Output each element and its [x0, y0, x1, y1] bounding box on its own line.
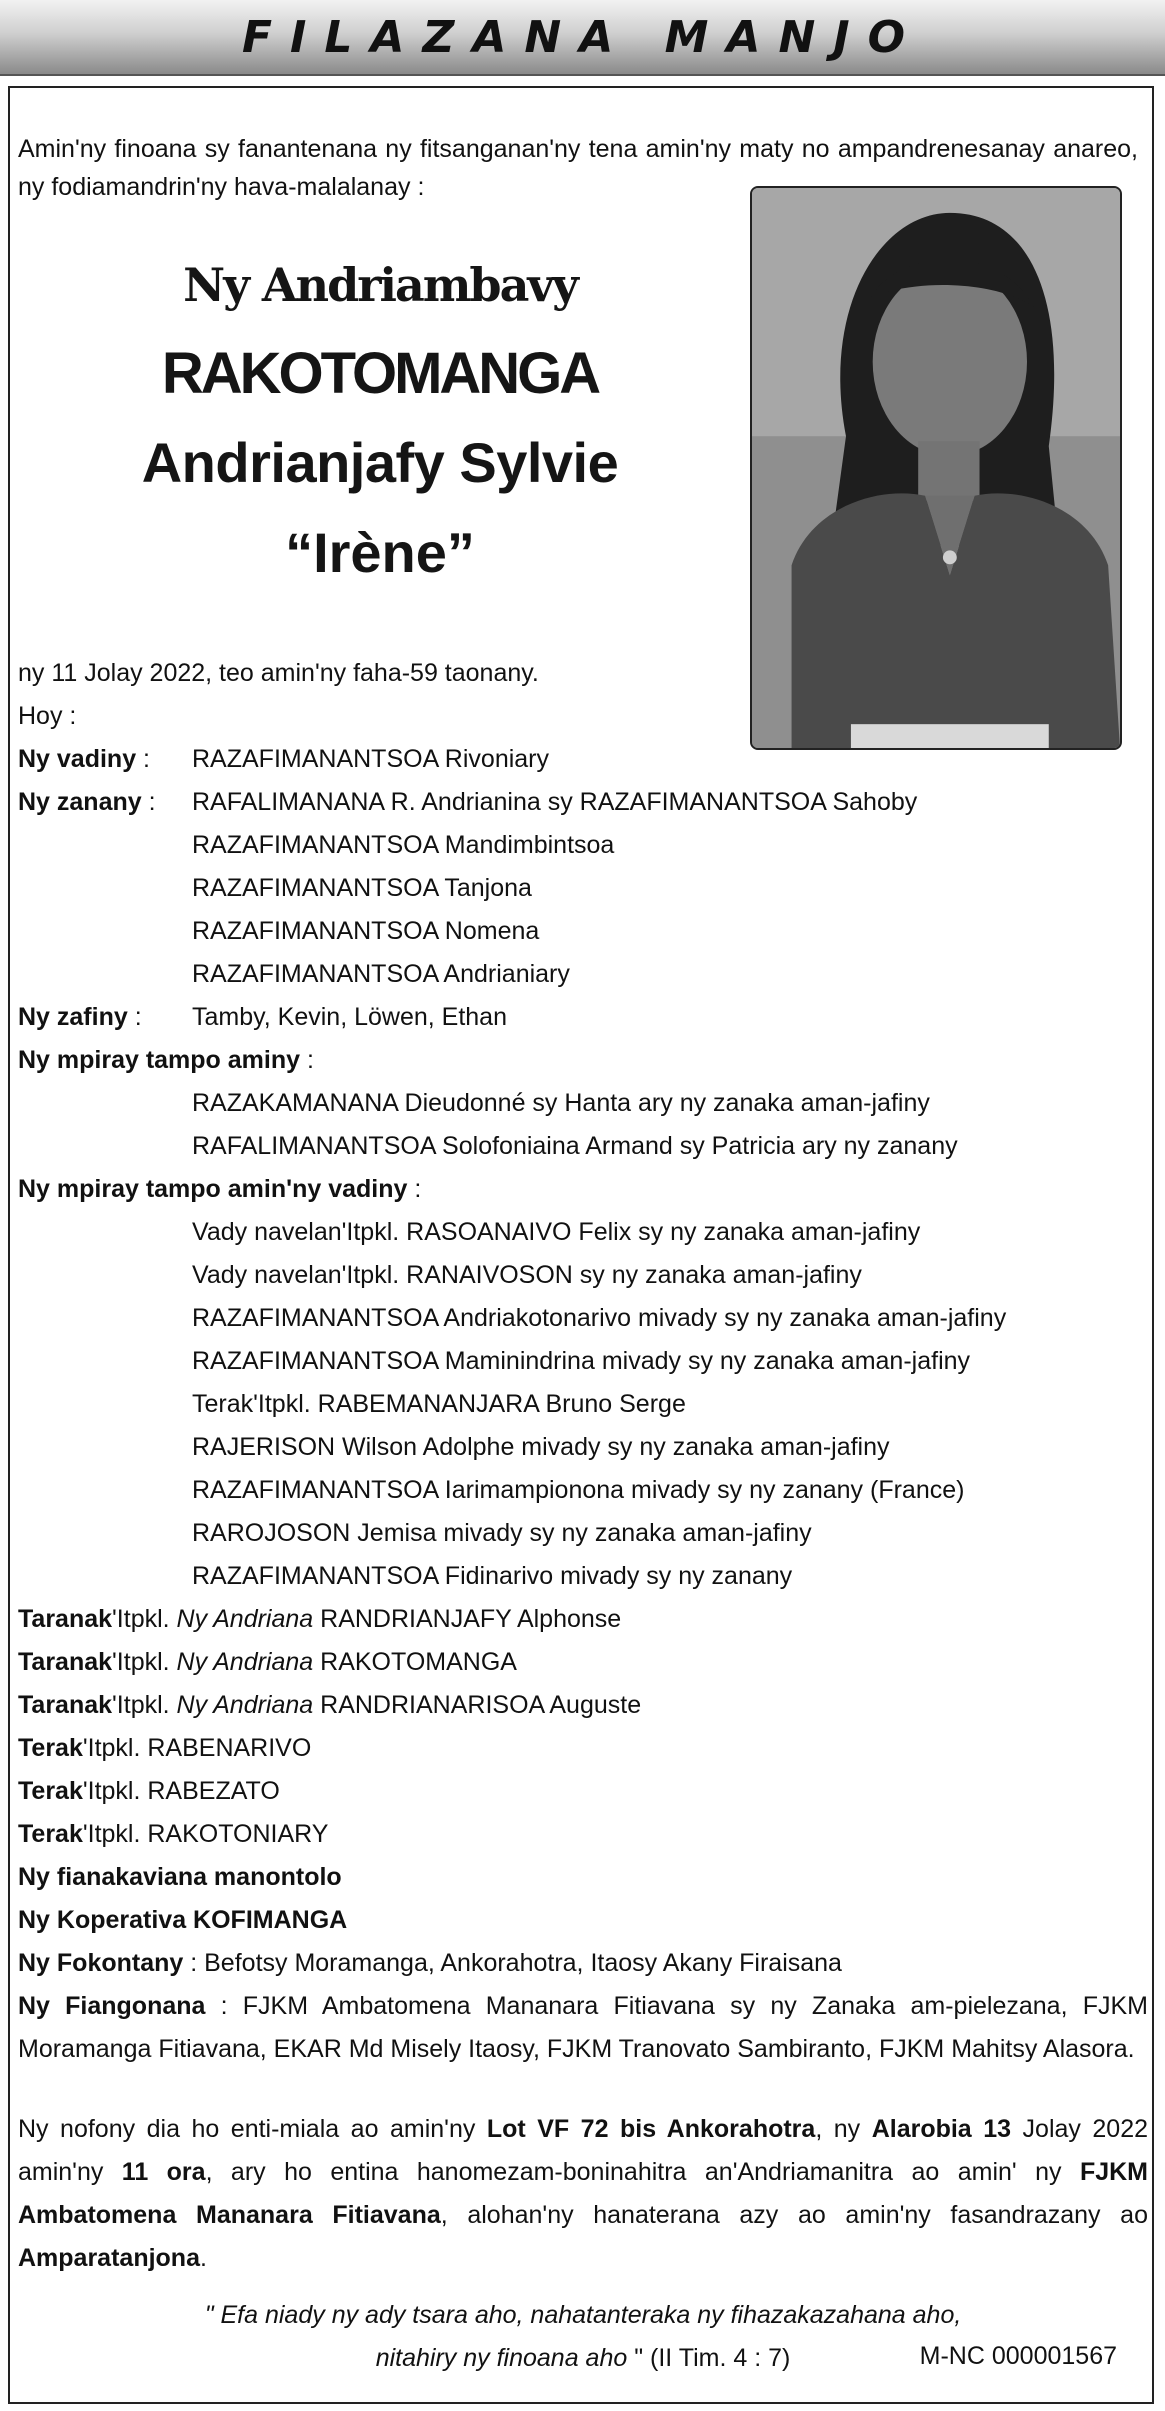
- children-row: [18, 781, 1148, 824]
- in-laws-heading: [18, 1168, 1148, 1211]
- funeral-text: Jolay 2022 amin'ny: [18, 2115, 1149, 2186]
- relative-name: RANDRIANARISOA Auguste: [313, 1691, 642, 1719]
- relative-label: Taranak: [18, 1691, 113, 1719]
- hoy-line: Hoy :: [18, 702, 77, 730]
- relative-prefix: 'Itpkl. RABENARIVO: [82, 1734, 312, 1762]
- deceased-nickname: “Irène”: [285, 521, 475, 584]
- churches-text: : FJKM Ambatomena Mananara Fitiavana sy ny Zanaka am-pielezana, FJKM Moramanga Fitiavana, EKAR Md Misely Itaosy, FJKM Tranovato Sambiranto, FJKM Mahitsy Alasora.: [18, 1992, 1148, 2063]
- in-law-name: Vady navelan'Itpkl. RASOANAIVO Felix sy ny zanaka aman-jafiny: [192, 1218, 921, 1246]
- relative-label: Terak: [18, 1777, 83, 1805]
- in-law-name: RAROJOSON Jemisa mivady sy ny zanaka aman-jafiny: [192, 1519, 812, 1547]
- header-bar: [0, 0, 1165, 76]
- relative-title: Ny Andriana: [176, 1691, 314, 1719]
- quote-reference: " (II Tim. 4 : 7): [627, 2344, 791, 2372]
- funeral-details: [18, 2108, 1148, 2280]
- siblings-heading: [18, 1039, 1148, 1082]
- deceased-surname: RAKOTOMANGA: [161, 341, 599, 406]
- relative-line: [18, 1684, 1148, 1727]
- relative-title: Ny Andriana: [176, 1605, 314, 1633]
- grandchildren-label: Ny zafiny: [18, 1003, 128, 1031]
- relative-prefix: 'Itpkl. RAKOTONIARY: [82, 1820, 329, 1848]
- relative-line: [18, 1770, 1148, 1813]
- child-name: RAZAFIMANANTSOA Nomena: [192, 917, 540, 945]
- husband-sep: :: [136, 745, 151, 773]
- funeral-text: Ny nofony dia ho enti-miala ao amin'ny: [18, 2115, 487, 2143]
- children-label: Ny zanany: [18, 788, 142, 816]
- churches-line: [18, 1985, 1148, 2071]
- in-laws-label: Ny mpiray tampo amin'ny vadiny: [18, 1175, 408, 1203]
- relative-title: Ny Andriana: [176, 1648, 314, 1676]
- child-name: RAZAFIMANANTSOA Tanjona: [192, 874, 532, 902]
- intro-text: Amin'ny finoana sy fanantenana ny fitsanganan'ny tena amin'ny maty no ampandrenesanay anareo, ny fodiamandrin'ny hava-malalanay :: [18, 135, 1138, 201]
- fokontany-text: : Befotsy Moramanga, Ankorahotra, Itaosy Akany Firaisana: [183, 1949, 842, 1977]
- siblings-sep: :: [300, 1046, 314, 1074]
- in-law-name: RAJERISON Wilson Adolphe mivady sy ny zanaka aman-jafiny: [192, 1433, 890, 1461]
- relative-name: RAKOTOMANGA: [313, 1648, 517, 1676]
- relative-name: RANDRIANJAFY Alphonse: [313, 1605, 622, 1633]
- grandchildren-row: [18, 996, 1148, 1039]
- relative-prefix: 'Itpkl.: [112, 1605, 177, 1633]
- fokontany-line: [18, 1942, 1148, 1985]
- quote-text: nitahiry ny finoana aho: [375, 2344, 628, 2372]
- relative-line: [18, 1598, 1148, 1641]
- in-laws-sep: :: [407, 1175, 422, 1203]
- relative-label: Terak: [18, 1734, 83, 1762]
- burial-place: Amparatanjona: [18, 2244, 200, 2272]
- cooperative-line: Ny Koperativa KOFIMANGA: [18, 1906, 348, 1934]
- in-law-name: RAZAFIMANANTSOA Iarimampionona mivady sy ny zanany (France): [192, 1476, 965, 1504]
- funeral-day: Alarobia 13: [871, 2115, 1012, 2143]
- funeral-time: 11 ora: [121, 2158, 206, 2186]
- in-law-name: RAZAFIMANANTSOA Maminindrina mivady sy ny zanaka aman-jafiny: [192, 1347, 971, 1375]
- child-name: RAZAFIMANANTSOA Mandimbintsoa: [192, 831, 615, 859]
- funeral-text: , ary ho entina hanomezam-boninahitra an'Andriamanitra ao amin' ny: [205, 2158, 1080, 2186]
- in-law-name: RAZAFIMANANTSOA Andriakotonarivo mivady sy ny zanaka aman-jafiny: [192, 1304, 1007, 1332]
- husband-name: RAZAFIMANANTSOA Rivoniary: [192, 745, 550, 773]
- sibling-name: RAFALIMANANTSOA Solofoniaina Armand sy Patricia ary ny zanany: [192, 1132, 958, 1160]
- date-line: ny 11 Jolay 2022, teo amin'ny faha-59 taonany.: [18, 659, 539, 687]
- relative-line: [18, 1813, 1148, 1856]
- relative-label: Taranak: [18, 1605, 113, 1633]
- grandchildren-sep: :: [127, 1003, 142, 1031]
- funeral-church: FJKM Ambatomena Mananara Fitiavana: [18, 2158, 1149, 2229]
- in-law-name: Vady navelan'Itpkl. RANAIVOSON sy ny zanaka aman-jafiny: [192, 1261, 862, 1289]
- relative-label: Taranak: [18, 1648, 113, 1676]
- sibling-name: RAZAKAMANANA Dieudonné sy Hanta ary ny zanaka aman-jafiny: [192, 1089, 930, 1117]
- relative-prefix: 'Itpkl.: [112, 1691, 177, 1719]
- funeral-text: .: [199, 2244, 207, 2272]
- child-name: RAFALIMANANA R. Andrianina sy RAZAFIMANANTSOA Sahoby: [192, 788, 918, 816]
- husband-row: [18, 738, 1148, 781]
- quote-line-1: " Efa niady ny ady tsara aho, nahatanteraka ny fihazakazahana aho,: [204, 2301, 962, 2329]
- deceased-title: Ny Andriambavy: [183, 258, 577, 312]
- churches-label: Ny Fiangonana: [18, 1992, 206, 2020]
- relative-line: [18, 1727, 1148, 1770]
- siblings-label: Ny mpiray tampo aminy: [18, 1046, 301, 1074]
- relative-prefix: 'Itpkl.: [112, 1648, 177, 1676]
- relative-label: Terak: [18, 1820, 83, 1848]
- relative-prefix: 'Itpkl. RABEZATO: [82, 1777, 280, 1805]
- deceased-given-names: Andrianjafy Sylvie: [141, 431, 619, 494]
- funeral-text: , alohan'ny hanaterana azy ao amin'ny fasandrazany ao: [440, 2201, 1148, 2229]
- husband-label: Ny vadiny: [18, 745, 137, 773]
- family-line: Ny fianakaviana manontolo: [18, 1863, 342, 1891]
- child-name: RAZAFIMANANTSOA Andrianiary: [192, 960, 570, 988]
- reference-code: M-NC 000001567: [919, 2342, 1117, 2370]
- fokontany-label: Ny Fokontany: [18, 1949, 184, 1977]
- header-title: FILAZANA MANJO: [241, 11, 924, 63]
- funeral-text: , ny: [815, 2115, 872, 2143]
- funeral-location: Lot VF 72 bis Ankorahotra: [486, 2115, 816, 2143]
- in-law-name: RAZAFIMANANTSOA Fidinarivo mivady sy ny zanany: [192, 1562, 793, 1590]
- in-law-name: Terak'Itpkl. RABEMANANJARA Bruno Serge: [192, 1390, 686, 1418]
- children-sep: :: [141, 788, 156, 816]
- family-list: [18, 652, 1148, 2071]
- relative-line: [18, 1641, 1148, 1684]
- grandchildren-names: Tamby, Kevin, Löwen, Ethan: [192, 1003, 507, 1031]
